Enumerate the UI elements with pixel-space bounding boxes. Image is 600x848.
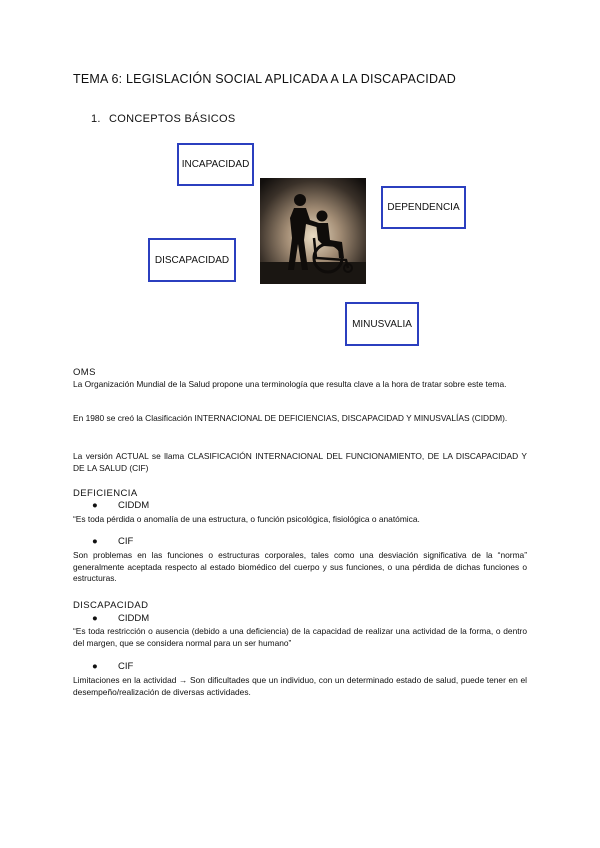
section-number: 1. — [91, 113, 101, 125]
bullet-icon: ● — [92, 613, 98, 624]
discapacidad-bullet-ciddm — [92, 613, 149, 624]
deficiencia-bullet-ciddm — [92, 500, 149, 511]
oms-paragraph-3: La versión ACTUAL se llama CLASIFICACIÓN INTERNACIONAL DEL FUNCIONAMIENTO, DE LA DISCAPACIDAD Y DE LA SALUD (CIF) — [73, 451, 527, 473]
discapacidad-heading: DISCAPACIDAD — [73, 600, 149, 611]
oms-paragraph-1: La Organización Mundial de la Salud propone una terminología que resulta clave a la hora de tratar sobre este tema. — [73, 379, 507, 389]
discapacidad-ciddm-text: “Es toda restricción o ausencia (debido a una deficiencia) de la capacidad de realizar una actividad de la forma, o dentro del margen, que se considera normal para un ser humano” — [73, 626, 527, 648]
box-discapacidad: DISCAPACIDAD — [148, 238, 236, 282]
page-title: TEMA 6: LEGISLACIÓN SOCIAL APLICADA A LA DISCAPACIDAD — [73, 72, 456, 86]
oms-paragraph-2: En 1980 se creó la Clasificación INTERNACIONAL DE DEFICIENCIAS, DISCAPACIDAD Y MINUSVALÍAS (CIDDM). — [73, 413, 508, 423]
bullet-label: CIF — [118, 661, 134, 672]
bullet-icon: ● — [92, 661, 98, 672]
discapacidad-cif-text: Limitaciones en la actividad → Son dificultades que un individuo, con un determinado estado de salud, puede tener en el desempeño/realización de diversas actividades. — [73, 675, 527, 697]
section-heading — [91, 113, 236, 125]
box-dependencia: DEPENDENCIA — [381, 186, 466, 229]
box-minusvalia: MINUSVALIA — [345, 302, 419, 346]
deficiencia-ciddm-text: “Es toda pérdida o anomalía de una estructura, o función psicológica, fisiológica o anatómica. — [73, 514, 420, 524]
bullet-icon: ● — [92, 536, 98, 547]
bullet-label: CIDDM — [118, 500, 150, 511]
bullet-icon: ● — [92, 500, 98, 511]
box-incapacidad: INCAPACIDAD — [177, 143, 254, 186]
bullet-label: CIF — [118, 536, 134, 547]
deficiencia-bullet-cif — [92, 536, 133, 547]
oms-heading: OMS — [73, 367, 96, 378]
discapacidad-bullet-cif — [92, 661, 133, 672]
deficiencia-cif-text: Son problemas en las funciones o estructuras corporales, tales como una desviación significativa de la “norma” generalmente aceptada respecto al estado biomédico del cuerpo y sus funciones, o una pérdida de dichas funciones o estructuras. — [73, 550, 527, 584]
section-label: CONCEPTOS BÁSICOS — [109, 113, 236, 125]
deficiencia-heading: DEFICIENCIA — [73, 488, 138, 499]
wheelchair-silhouette-photo — [260, 178, 366, 284]
bullet-label: CIDDM — [118, 613, 150, 624]
